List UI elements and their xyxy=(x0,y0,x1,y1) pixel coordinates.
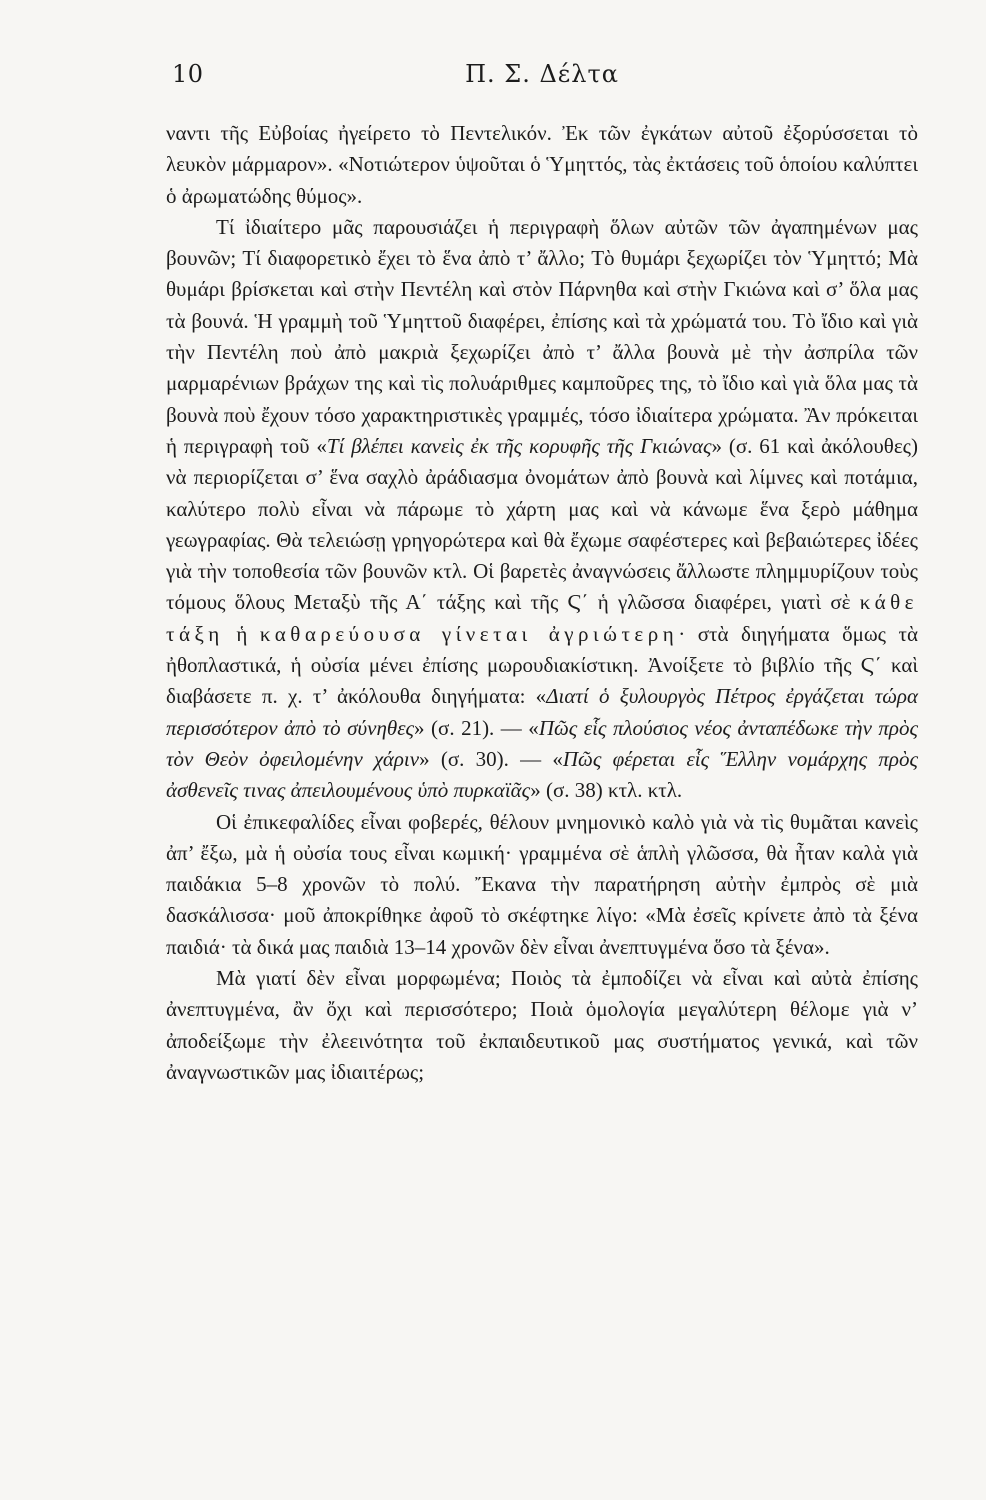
text-run: Τί ἰδιαίτερο μᾶς παρουσιάζει ἡ περιγραφὴ ὅλων αὐτῶν τῶν ἀγαπημένων μας βουνῶν; Τί διαφορετικὸ ἔχει τὸ ἕνα ἀπὸ τ’ ἄλλο; Τὸ θυμάρι ξεχωρίζει τὸν Ὑμηττό; Μὰ θυμάρι βρίσκεται καὶ στὴν Πεντέλη καὶ στὸν Πάρνηθα καὶ στὴν Γκιώνα καὶ σ’ ὅλα μας τὰ βουνά. Ἡ γραμμὴ τοῦ Ὑμηττοῦ διαφέρει, ἐπίσης καὶ τὰ χρώματά του. Τὸ ἴδιο καὶ γιὰ τὴν Πεντέλη ποὺ ἀπὸ μακριὰ ξεχωρίζει ἀπὸ τ’ ἄλλα βουνὰ μὲ τὴν ἀσπρίλα τῶν μαρμαρένιων βράχων της καὶ τὶς πολυάριθμες καμποῦρες της, τὸ ἴδιο καὶ γιὰ ὅλα μας τὰ βουνὰ ποὺ ἔχουν τόσο χαρακτηριστικὲς γραμμές, τόσο ἰδιαίτερα χρώματα. Ἂν πρόκειται ἡ περιγραφὴ τοῦ « xyxy=(166,214,918,458)
text-run: » (σ. 61 καὶ ἀκόλουθες) νὰ περιορίζεται σ’ ἕνα σαχλὸ ἀράδιασμα ὀνομάτων ἀπὸ βουνὰ καὶ λίμνες καὶ ποτάμια, καλύτερο πολὺ εἶναι νὰ πάρωμε τὸ χάρτη μας καὶ νὰ κάνωμε ἕνα ξερὸ μάθημα γεωγραφίας. Θὰ τελειώσῃ γρηγορώτερα καὶ θὰ ἔχωμε σαφέστερες καὶ βεβαιώτερες ἰδέες γιὰ τὴν τοποθεσία τῶν βουνῶν κτλ. Οἱ βαρετὲς ἀναγνώσεις ἄλλωστε πλημμυρίζουν τοὺς τόμους ὅλους Μεταξὺ τῆς Α΄ τάξης καὶ τῆς Ϛ΄ ἡ γλῶσσα διαφέρει, γιατὶ σὲ xyxy=(166,433,918,615)
text-run: ναντι τῆς Εὐβοίας ἠγείρετο τὸ Πεντελικόν. Ἐκ τῶν ἐγκάτων αὐτοῦ ἐξορύσσεται τὸ λευκὸν μάρμαρον». «Νοτιώτερον ὑψοῦται ὁ Ὑμηττός, τὰς ἐκτάσεις τοῦ ὁποίου καλύπτει ὁ ἀρωματώδης θύμος». xyxy=(166,121,918,208)
text-run: · στὰ διηγήματα ὅμως τὰ ἠθοπλαστικά, ἡ οὐσία μένει ἐπίσης μωρουδιακίστικη. Ἀνοίξετε τὸ βιβλίο τῆς Ϛ΄ καὶ διαβάσετε π. χ. τ’ ἀκόλουθα διηγήματα: « xyxy=(166,621,918,709)
running-head: Π. Σ. Δέλτα xyxy=(465,60,619,88)
text-run: Οἱ ἐπικεφαλίδες εἶναι φοβερές, θέλουν μνημονικὸ καλὸ γιὰ νὰ τὶς θυμᾶται κανεὶς ἀπ’ ἔξω, μὰ ἡ οὐσία τους εἶναι κωμική· γραμμένα σὲ ἁπλὴ γλῶσσα, θὰ ἦταν καλὰ γιὰ παιδάκια 5–8 χρονῶν τὸ πολύ. Ἔκανα τὴν παρατήρηση αὐτὴν ἐμπρὸς σὲ μιὰ δασκάλισσα· μοῦ ἀποκρίθηκε ἀφοῦ τὸ σκέφτηκε λίγο: «Μὰ ἐσεῖς κρίνετε ἀπὸ τὰ ξένα παιδιά· τὰ δικά μας παιδιὰ 13–14 χρονῶν δὲν εἶναι ἀνεπτυγμένα ὅσο τὰ ξένα». xyxy=(166,809,918,959)
text-run: Μὰ γιατί δὲν εἶναι μορφωμένα; Ποιὸς τὰ ἐμποδίζει νὰ εἶναι καὶ αὐτὰ ἐπίσης ἀνεπτυγμένα, ἂν ὄχι καὶ περισσότερο; Ποιὰ ὁμολογία μεγαλύτερη θέλομε γιὰ ν’ ἀποδείξωμε τὴν ἐλεεινότητα τοῦ ἐκπαιδευτικοῦ μας συστήματος γενικά, καὶ τῶν ἀναγνωστικῶν μας ἰδιαιτέρως; xyxy=(166,966,918,1084)
paragraph xyxy=(166,963,918,1088)
page-header xyxy=(166,60,918,96)
text-run: ἡ xyxy=(223,621,260,646)
body-text xyxy=(166,118,918,1088)
paragraph xyxy=(166,807,918,963)
text-run: » (σ. 21). — « xyxy=(414,715,539,740)
italic-title: Διατί ὁ ξυλουργὸς Πέτρος ἐργάζεται τώρα περισσότερον ἀπὸ τὸ σύνηθες xyxy=(166,684,918,740)
spaced-emphasis: κάθε τάξη xyxy=(166,590,918,646)
italic-title: Πῶς φέρεται εἷς Ἕλλην νομάρχης πρὸς ἀσθενεῖς τινας ἀπειλουμένους ὑπὸ πυρκαϊᾶς xyxy=(166,746,918,803)
page-number: 10 xyxy=(172,60,204,88)
spaced-emphasis: καθαρεύουσα γίνεται ἀγριώτερη xyxy=(259,621,679,646)
text-run: » (σ. 38) κτλ. κτλ. xyxy=(530,778,683,803)
italic-title: Πῶς εἷς πλούσιος νέος ἀνταπέδωκε τὴν πρὸς τὸν Θεὸν ὀφειλομένην χάριν xyxy=(166,715,919,771)
text-run: » (σ. 30). — « xyxy=(419,746,563,771)
italic-title: Τί βλέπει κανεὶς ἐκ τῆς κορυφῆς τῆς Γκιώνας xyxy=(326,433,712,458)
paragraph xyxy=(166,212,918,807)
paragraph xyxy=(166,118,918,212)
